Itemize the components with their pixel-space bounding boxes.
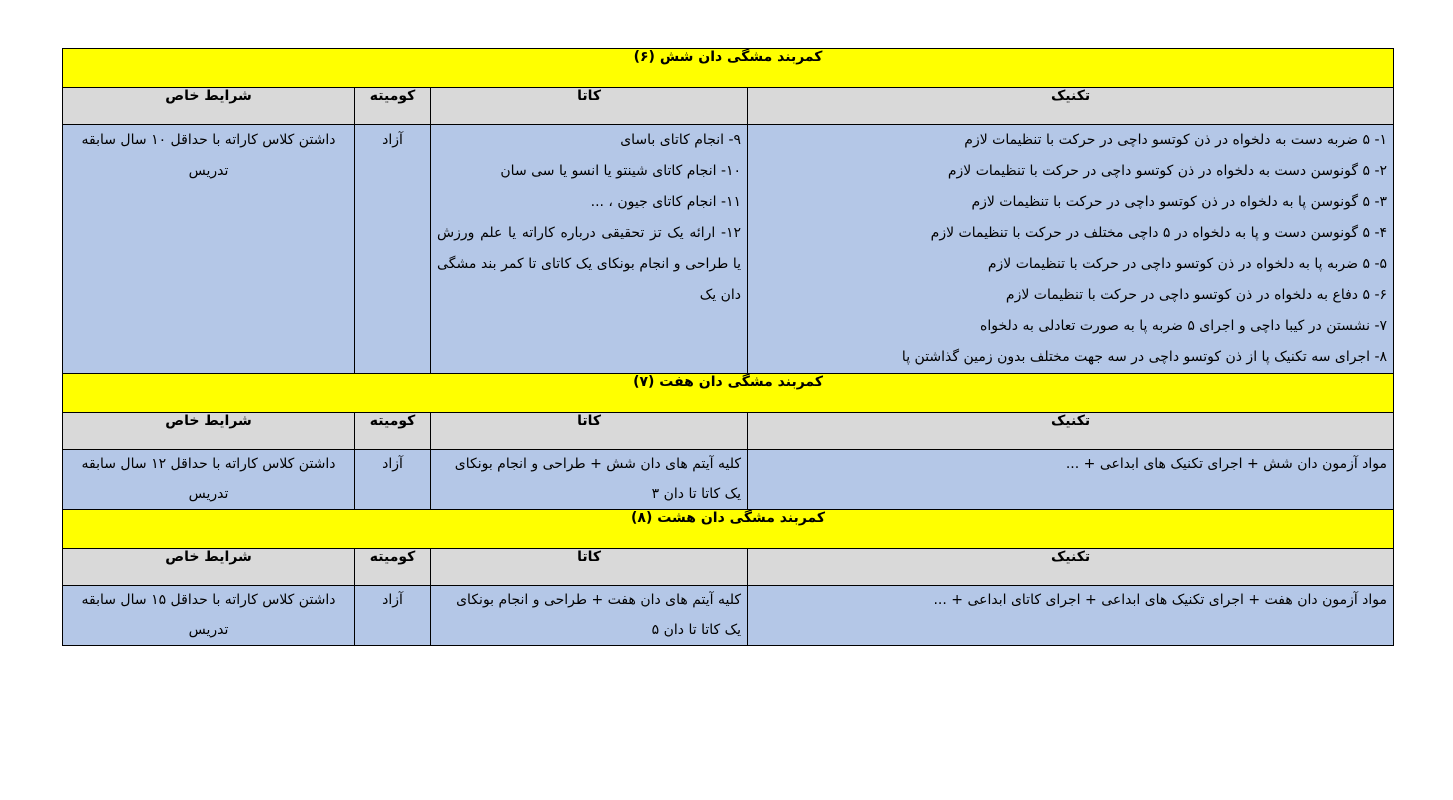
- header-row: [63, 88, 1394, 125]
- header-conditions: شرایط خاص: [63, 549, 355, 586]
- committee-cell: [355, 586, 431, 646]
- section-title-dan-8: کمربند مشگی دان هشت (۸): [63, 510, 1394, 549]
- kata-cell: [431, 586, 748, 646]
- technique-item: ۷- نشستن در کیبا داچی و اجرای ۵ ضربه پا به صورت تعادلی به دلخواه: [980, 318, 1388, 334]
- conditions-cell: [63, 586, 355, 646]
- kata-cell: [431, 450, 748, 510]
- kata-item: ۹- انجام کاتای باسای: [620, 132, 742, 148]
- header-kata: کاتا: [431, 88, 748, 125]
- kata-cell: [431, 125, 748, 374]
- kata-value: کلیه آیتم های دان هفت + طراحی و انجام بونکای یک کاتا تا دان ۵: [456, 592, 742, 638]
- technique-cell: [748, 125, 1394, 374]
- header-kata: کاتا: [431, 549, 748, 586]
- header-row: [63, 549, 1394, 586]
- technique-value: مواد آزمون دان شش + اجرای تکنیک های ابداعی + ...: [1065, 456, 1388, 472]
- header-conditions: شرایط خاص: [63, 413, 355, 450]
- content-row: [63, 450, 1394, 510]
- section-title-row: [63, 49, 1394, 88]
- conditions-cell: [63, 450, 355, 510]
- technique-cell: [748, 586, 1394, 646]
- header-committee: کومیته: [355, 549, 431, 586]
- technique-item: ۲- ۵ گونوسن دست به دلخواه در ذن کوتسو داچی در حرکت با تنظیمات لازم: [947, 163, 1388, 179]
- section-title-row: [63, 374, 1394, 413]
- header-conditions: شرایط خاص: [63, 88, 355, 125]
- technique-item: ۳- ۵ گونوسن پا به دلخواه در ذن کوتسو داچی در حرکت با تنظیمات لازم: [971, 194, 1388, 210]
- kata-item: ۱۱- انجام کاتای جیون ، ...: [590, 194, 742, 210]
- conditions-cell: [63, 125, 355, 374]
- technique-item: ۴- ۵ گونوسن دست و پا به دلخواه در ۵ داچی مختلف در حرکت با تنظیمات لازم: [930, 225, 1388, 241]
- header-technique: تکنیک: [748, 549, 1394, 586]
- kata-item: ۱۰- انجام کاتای شینتو یا انسو یا سی سان: [500, 163, 742, 179]
- conditions-value: داشتن کلاس کاراته با حداقل ۱۲ سال سابقه تدریس: [81, 456, 336, 502]
- header-kata: کاتا: [431, 413, 748, 450]
- kata-value: کلیه آیتم های دان شش + طراحی و انجام بونکای یک کاتا تا دان ۳: [454, 456, 742, 502]
- kata-item: ۱۲- ارائه یک تز تحقیقی درباره کاراته یا علم ورزش یا طراحی و انجام بونکای یک کاتای تا کمر بند مشگی دان یک: [437, 225, 742, 303]
- conditions-value: داشتن کلاس کاراته با حداقل ۱۰ سال سابقه تدریس: [81, 132, 336, 179]
- header-committee: کومیته: [355, 413, 431, 450]
- belt-requirements-table: [62, 48, 1394, 646]
- header-technique: تکنیک: [748, 413, 1394, 450]
- content-row: [63, 125, 1394, 374]
- section-title-dan-7: کمربند مشگی دان هفت (۷): [63, 374, 1394, 413]
- committee-cell: [355, 450, 431, 510]
- committee-value: آزاد: [382, 456, 403, 472]
- technique-item: ۶- ۵ دفاع به دلخواه در ذن کوتسو داچی در حرکت با تنظیمات لازم: [1005, 287, 1388, 303]
- technique-value: مواد آزمون دان هفت + اجرای تکنیک های ابداعی + اجرای کاتای ابداعی + ...: [933, 592, 1388, 608]
- header-row: [63, 413, 1394, 450]
- technique-item: ۵- ۵ ضربه پا به دلخواه در ذن کوتسو داچی در حرکت با تنظیمات لازم: [987, 256, 1388, 272]
- content-row: [63, 586, 1394, 646]
- section-title-dan-6: کمربند مشگی دان شش (۶): [63, 49, 1394, 88]
- committee-value: آزاد: [382, 592, 403, 608]
- header-technique: تکنیک: [748, 88, 1394, 125]
- committee-value: آزاد: [382, 132, 403, 148]
- technique-item: ۸- اجرای سه تکنیک پا از ذن کوتسو داچی در سه جهت مختلف بدون زمین گذاشتن پا: [901, 349, 1388, 365]
- header-committee: کومیته: [355, 88, 431, 125]
- technique-item: ۱- ۵ ضربه دست به دلخواه در ذن کوتسو داچی در حرکت با تنظیمات لازم: [964, 132, 1388, 148]
- section-title-row: [63, 510, 1394, 549]
- conditions-value: داشتن کلاس کاراته با حداقل ۱۵ سال سابقه تدریس: [81, 592, 336, 638]
- committee-cell: [355, 125, 431, 374]
- technique-cell: [748, 450, 1394, 510]
